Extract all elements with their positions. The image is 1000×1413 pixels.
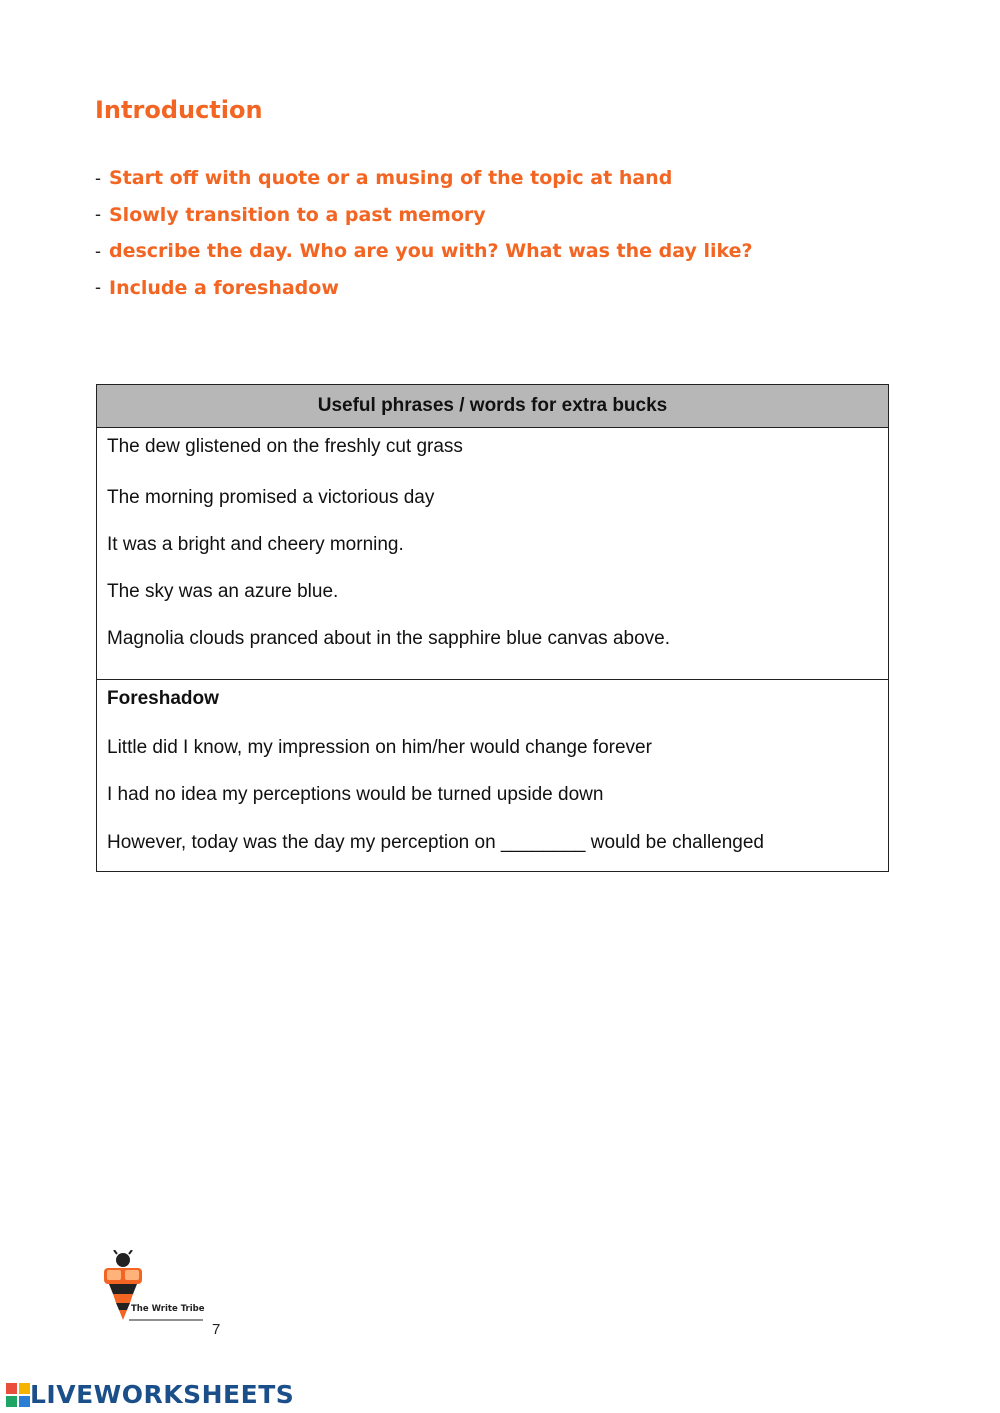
instruction-list — [95, 160, 753, 306]
table-row: However, today was the day my perception on ________ would be challenged — [107, 831, 764, 853]
table-header: Useful phrases / words for extra bucks — [97, 385, 888, 428]
phrases-table — [96, 384, 889, 872]
page-title: Introduction — [95, 96, 263, 124]
logo-caption: The Write Tribe — [131, 1304, 205, 1314]
write-tribe-logo — [97, 1250, 207, 1325]
list-item-text: Start off with quote or a musing of the topic at hand — [109, 167, 673, 190]
foreshadow-title: Foreshadow — [107, 688, 219, 709]
liveworksheets-logo-icon — [6, 1383, 30, 1407]
brand-name: LIVEWORKSHEETS — [30, 1380, 295, 1409]
table-row: It was a bright and cheery morning. — [107, 533, 404, 555]
list-item — [95, 270, 753, 307]
table-row: The sky was an azure blue. — [107, 580, 339, 602]
bullet-dash: - — [95, 204, 101, 225]
footer-brand — [6, 1380, 294, 1409]
table-row: I had no idea my perceptions would be turned upside down — [107, 784, 604, 806]
table-row: The morning promised a victorious day — [107, 486, 435, 508]
list-item-text: describe the day. Who are you with? What was the day like? — [109, 240, 753, 263]
table-row: Magnolia clouds pranced about in the sapphire blue canvas above. — [107, 627, 670, 649]
list-item-text: Include a foreshadow — [109, 276, 339, 299]
phrases-section — [97, 428, 888, 680]
bullet-dash: - — [95, 240, 101, 261]
list-item — [95, 197, 753, 234]
bullet-dash: - — [95, 277, 101, 298]
list-item — [95, 160, 753, 197]
table-row: The dew glistened on the freshly cut grass — [107, 436, 463, 457]
bullet-dash: - — [95, 167, 101, 188]
list-item-text: Slowly transition to a past memory — [109, 203, 486, 226]
table-row: Little did I know, my impression on him/her would change forever — [107, 736, 652, 758]
page-number: 7 — [212, 1321, 221, 1338]
foreshadow-section — [97, 680, 888, 871]
list-item — [95, 233, 753, 270]
